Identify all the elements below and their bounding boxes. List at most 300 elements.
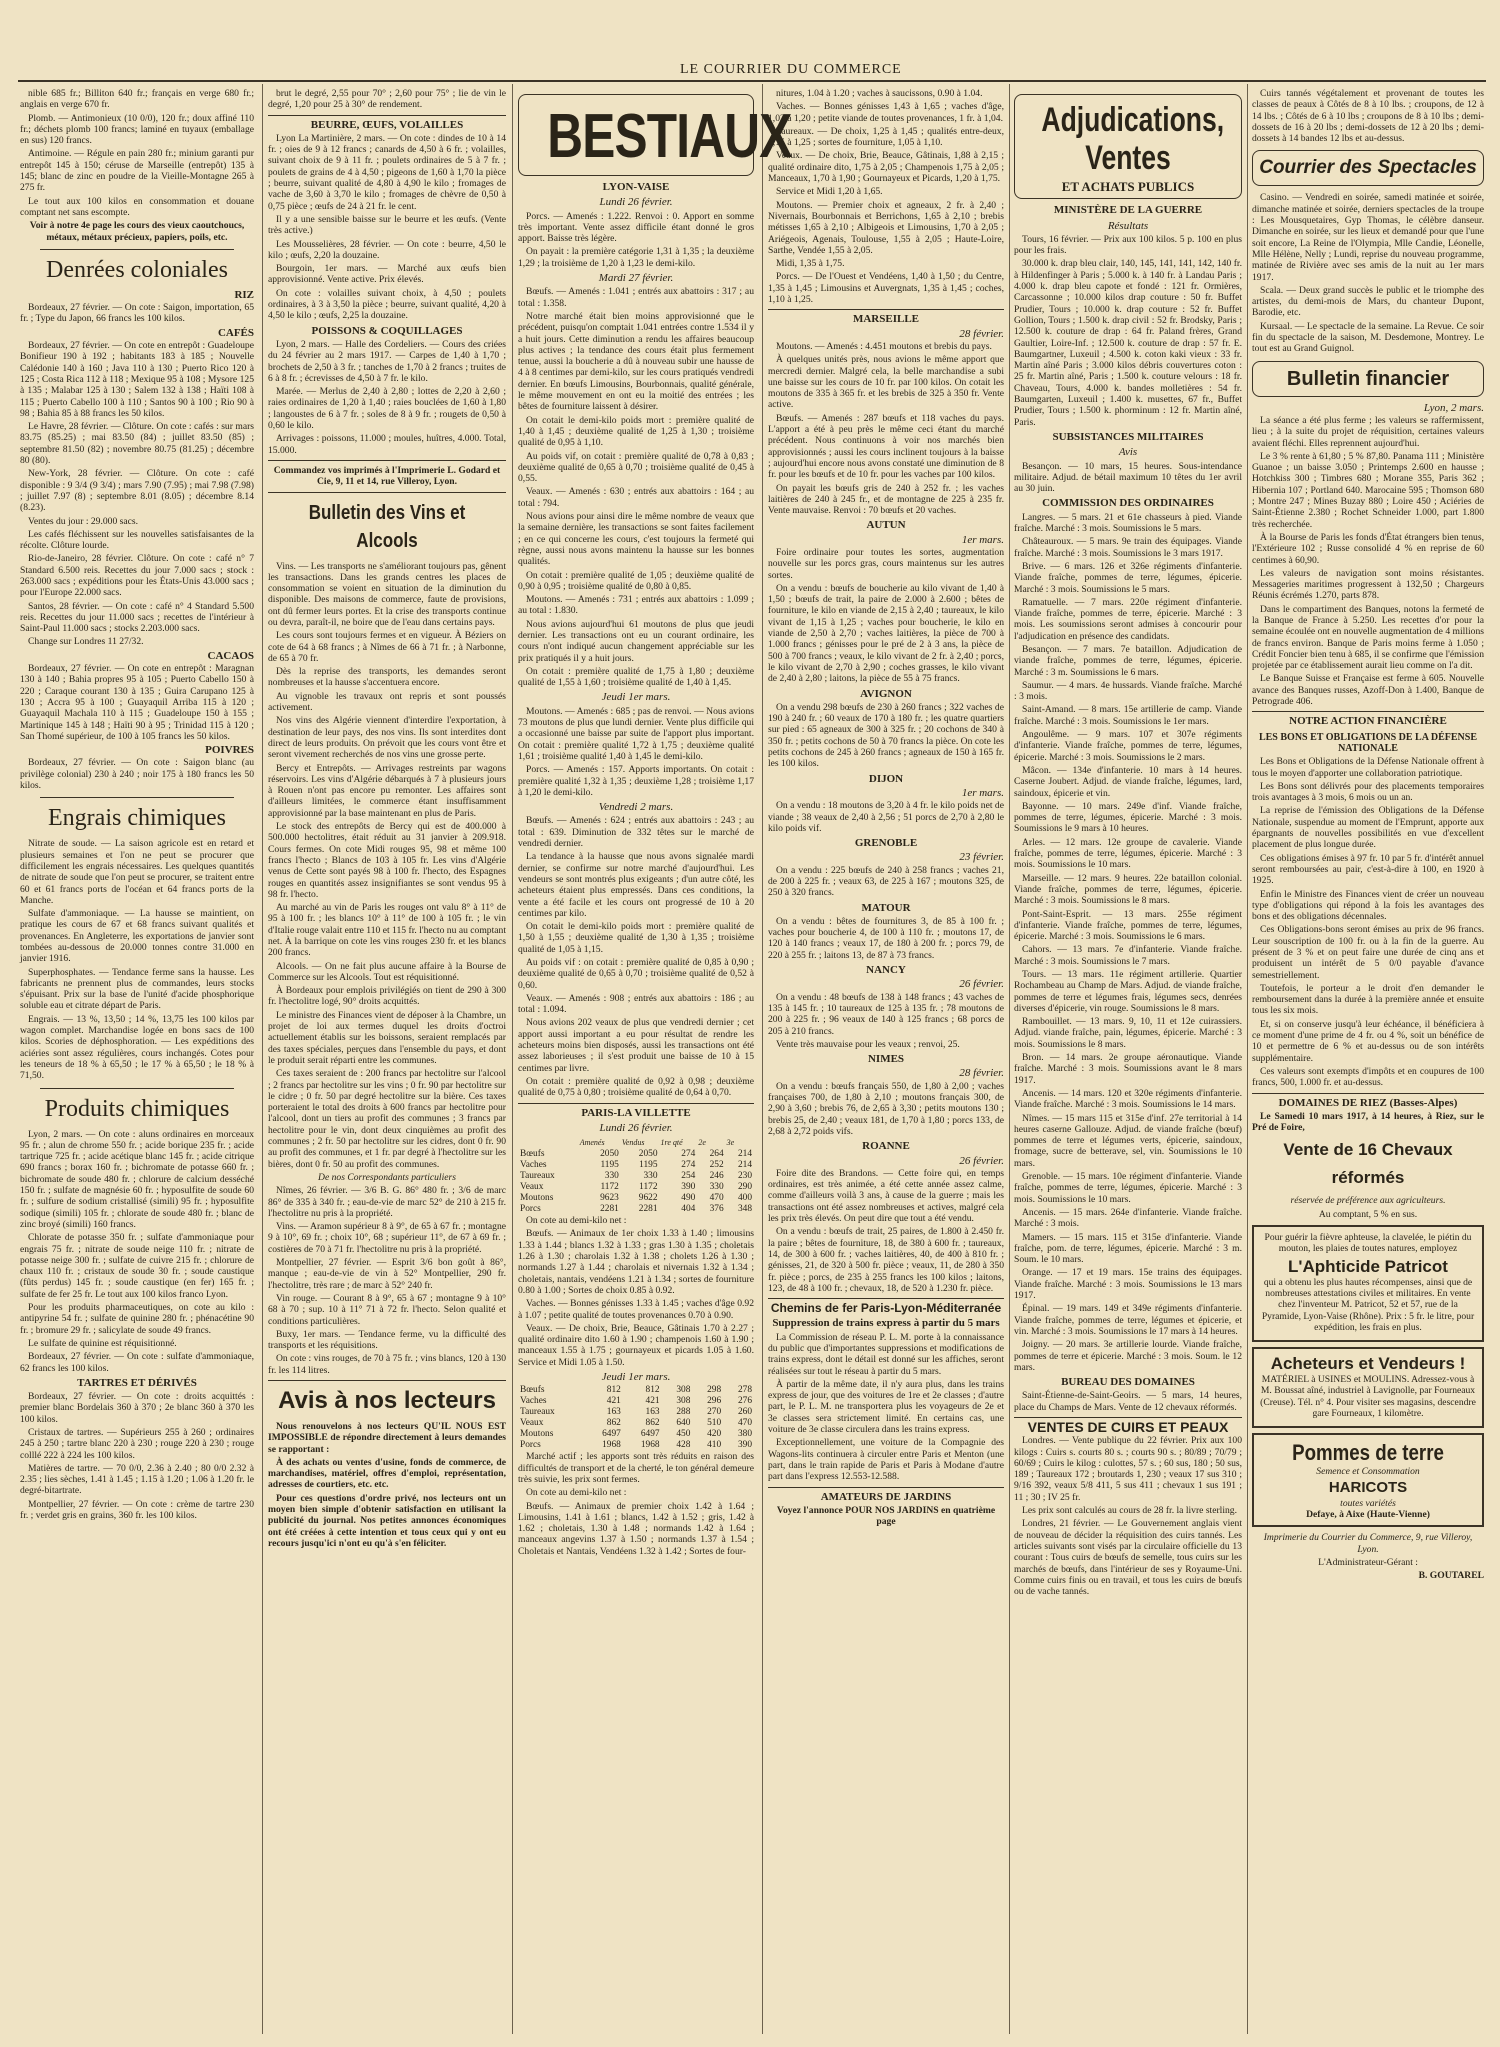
roanne-list — [768, 1168, 1004, 1294]
separator — [1252, 1093, 1484, 1094]
table-cell: 230 — [737, 1171, 752, 1182]
table-cell: 214 — [737, 1149, 752, 1160]
table-cell: Moutons — [520, 1429, 554, 1440]
table-cell: 1968 — [602, 1440, 621, 1451]
paragraph: Moutons. — Premier choix et agneaux, 2 fr. à 2,40 ; Nivernais, Bourbonnais et Berrichons, 1,65 à 2,10 ; brebis métisses 1,65 à 2,10 ; Albigeois et Limousins, 1,70 à 2,05 ; Ariégeois, Agenais, Toulouse, 1,55 à 2,05 ; Haute-Loire, Sarthe, Vendée 1,55 à 2,05. — [768, 199, 1004, 256]
column-2 — [268, 88, 506, 2033]
table-cell: Porcs — [520, 1440, 541, 1451]
table-cell: 260 — [737, 1407, 752, 1418]
montpellier-list — [268, 1257, 506, 1327]
paragraph: Veaux. — De choix, Brie, Beauce, Gâtinais 1.70 à 2.27 ; qualité ordinaire dito 1.60 à 1.90 ; champenois 1.60 à 1.90 ; manceaux 1.55 à 1.75 ; gournayeux et picards 1.05 à 1.60. Service et Midi 1.05 à 1.50. — [518, 1322, 754, 1368]
paragraph: On cote au demi-kilo net : — [526, 1215, 627, 1227]
riz-text: Bordeaux, 27 février. — On cote : Saigon, importation, 65 fr. ; Type du Japon, 66 francs les 100 kilos. — [20, 302, 254, 325]
paragraph: Le 3 % rente à 61,80 ; 5 % 87,80. Panama 111 ; Ministère Guanoe ; un baisse 3.050 ; Printemps 2.600 en hausse ; Hotchkiss 300 ; Timbres 680 ; Morane 355, Paris 362 ; Hibernia 107 ; Portland 640. Marocaine 595 ; Thomson 680 ; Montre 247 ; Mines Buzay 880 ; Loire 450 ; Aciéries de Saint-Étienne 2.380 ; Rochet Schneider 1.000, part 1.800 très recherchée. — [1252, 450, 1484, 530]
villette-table-2 — [518, 1385, 754, 1451]
date-villette-lundi: Lundi 26 février. — [599, 1121, 673, 1134]
date-roanne: 26 février. — [959, 1154, 1004, 1167]
table-cell: 390 — [737, 1440, 752, 1451]
table-row — [518, 1396, 754, 1407]
subsistances-text: Besançon. — 10 mars, 15 heures. Sous-intendance militaire. Adjud. de bétail maximum 10 têtes du 1er avril au 30 juin. — [1014, 460, 1242, 495]
table-cell: 252 — [709, 1160, 724, 1171]
paragraph: Bœufs. — Amenés : 624 ; entrés aux abattoirs : 243 ; au total : 639. Diminution de 332 têtes sur le marché de vendredi dernier. — [518, 815, 754, 850]
paragraph: Les cours sont toujours fermes et en vigueur. À Béziers on cote de 64 à 68 francs ; à Nîmes de 66 à 71 fr. ; à Narbonne, de 65 à 70 fr. — [268, 630, 506, 664]
paragraph: Montpellier, 27 février. — On cote : crème de tartre 230 fr. ; verdet gris en grains, 360 fr. les 100 kilos. — [20, 1498, 254, 1522]
table-cell: 330 — [709, 1182, 724, 1193]
paragraph: Bourgoin, 1er mars. — Marché aux œufs bien approvisionné. Vente active. Prix élevés. — [268, 263, 506, 286]
avis-label: Avis — [1118, 446, 1138, 459]
table-body — [518, 1149, 754, 1215]
buxy-list — [268, 1329, 506, 1376]
plm-list — [768, 1332, 1004, 1483]
paragraph: Moutons. — Amenés : 731 ; entrés aux abattoirs : 1.099 ; au total : 1.830. — [518, 594, 754, 617]
paragraph: Ces obligations émises à 97 fr. 10 par 5 fr. d'intérêt annuel seront remboursées au pair, c'est-à-dire à 100, en 1920 à 1925. — [1252, 852, 1484, 887]
heading-autun: AUTUN — [866, 519, 906, 532]
table-cell: 214 — [737, 1160, 752, 1171]
paragraph: Nîmes. — 15 mars 115 et 315e d'inf. 27e territorial à 14 heures caserne Gallouze. Adjud. de viande fraîche (bœuf) pommes de terre et légumes verts, épicerie, saindoux, fromage, sucre de betterave, sel, vin. Soumissions le 10 mars. — [1014, 1112, 1242, 1169]
paragraph: Bayonne. — 10 mars. 249e d'inf. Viande fraîche, pommes de terre, légumes, épicerie. Marché : 3 mois. Soumissions le 9 mars à 10 heures. — [1014, 800, 1242, 835]
table-cell: 390 — [681, 1182, 696, 1193]
paragraph: On a vendu : bœufs de boucherie au kilo vivant de 1,40 à 1,50 ; bœufs de trait, la paire de 2.000 à 2.600 ; bêtes de fourniture, le kilo en viande de 2,15 à 2,40 ; taureaux, le kilo vivant de 1,15 à 1,25 ; vaches pour boucherie, le kilo en viande de 2,50 à 2,70 ; vaches laitières, la pièce de 700 à 1.000 francs ; génisses pour le pré de 2 à 3 ans, la pièce de 500 à 700 francs ; veaux, le kilo vivant de 2 fr. à 2,40 ; porcs, le kilo vivant de 2,70 à 2,90 ; coches grasses, le kilo vivant de 2,40 à 2,80 ; laitons, la pièce de 55 à 75 francs. — [768, 582, 1004, 685]
adjudications-box — [1014, 94, 1242, 199]
date-lundi: Lundi 26 février. — [599, 196, 673, 209]
paragraph: Service et Midi 1,20 à 1,65. — [776, 186, 883, 198]
paragraph: Arles. — 12 mars. 12e groupe de cavalerie. Viande fraîche, pommes de terre, légumes, épicerie. Marché : 3 mois. Soumissions le 10 mars. — [1014, 836, 1242, 871]
table-cell: 376 — [709, 1204, 724, 1215]
ad1-title: L'Aphticide Patricot — [1288, 1256, 1448, 1276]
ad3-sub: Semence et Consommation — [1316, 1466, 1420, 1478]
table-row — [518, 1440, 754, 1451]
heading-lyon-vaise: LYON-VAISE — [602, 181, 670, 193]
table-cell: 2050 — [638, 1149, 658, 1160]
paragraph: À Bordeaux pour emplois privilégiés on tient de 290 à 300 fr. l'hectolitre logé, 90° droits acquittés. — [268, 985, 506, 1008]
notice: Voir à notre 4e page les cours des vieux caoutchoucs, métaux, métaux précieux, papiers, poils, etc. — [29, 220, 245, 243]
paragraph: Les Bons sont délivrés pour des placements temporaires trois avantages à 3 mois, 6 mois ou un an. — [1252, 780, 1484, 804]
column-rule — [512, 84, 513, 2034]
paragraph: Besançon. — 7 mars. 7e bataillon. Adjudication de viande fraîche, pommes de terre, légumes, épicerie. Marché : 3 m. Soumissions le 6 mars. — [1014, 643, 1242, 678]
paragraph: On cotait : première qualité de 1,75 à 1,80 ; deuxième qualité de 1,55 à 1,60 ; troisième qualité de 1,40 à 1,45. — [518, 665, 754, 689]
paragraph: Foire ordinaire pour toutes les sortes, augmentation nouvelle sur les porcs gras, cours maintenus sur les autres sortes. — [768, 546, 1004, 581]
table-row — [518, 1407, 754, 1418]
heading-plm: Chemins de fer Paris-Lyon-Méditerranée — [770, 1301, 1002, 1316]
paragraph: Marché actif ; les apports sont très réduits en raison des difficultés de transport et de la cherté, le ton général demeure très suivie, les prix sont fermes. — [518, 1451, 754, 1485]
date-jeudi: Jeudi 1er mars. — [601, 691, 671, 704]
paragraph: On payait les bœufs gris de 240 à 252 fr. ; les vaches laitières de 240 à 245 fr., et de montagne de 225 à 235 fr. Vente mauvaise. Renvoi : 70 bœufs et 20 vaches. — [768, 482, 1004, 517]
paragraph: Joigny. — 20 mars. 3e artillerie lourde. Viande fraîche, pommes de terre et épicerie. Marché : 3 mois. Soum. le 12 mars. — [1014, 1339, 1242, 1373]
heading-matour: MATOUR — [861, 901, 911, 914]
table-header-cell: Amenés — [579, 1138, 605, 1148]
heading-cuirs: VENTES DE CUIRS ET PEAUX — [1027, 1418, 1229, 1435]
paragraph: Porcs. — De l'Ouest et Vendéens, 1,40 à 1,50 ; du Centre, 1,35 à 1,45 ; Limousins et Auvergnats, 1,35 à 1,45 ; coches, 1,10 à 1,25. — [768, 271, 1004, 306]
separator — [268, 460, 506, 461]
paragraph: On cote : vins rouges, de 70 à 75 fr. ; vins blancs, 120 à 130 fr. les 114 litres. — [268, 1353, 506, 1376]
table-cell: 296 — [707, 1396, 722, 1407]
separator — [268, 115, 506, 116]
heading-spectacles: Courrier des Spectacles — [1259, 157, 1477, 179]
heading-action: NOTRE ACTION FINANCIÈRE — [1289, 715, 1447, 728]
heading-domaines: BUREAU DES DOMAINES — [1061, 1376, 1195, 1389]
date-villette-jeudi: Jeudi 1er mars. — [601, 1371, 671, 1384]
column-rule — [762, 84, 763, 2034]
paragraph: nitures, 1.04 à 1.20 ; vaches à saucissons, 0.90 à 1.04. — [776, 88, 983, 99]
ad1-intro: Pour guérir la fièvre aphteuse, la clavelée, le piétin du mouton, les plaies de toutes natures, employez — [1264, 1232, 1472, 1255]
heading-dijon: DIJON — [868, 772, 904, 785]
ad3-sub3: toutes variétés — [1340, 1497, 1396, 1509]
table-cell: 1172 — [600, 1182, 619, 1193]
separator — [1014, 1417, 1242, 1418]
table-cell: 290 — [737, 1182, 752, 1193]
engrais-list — [20, 838, 254, 1081]
paragraph: On cotait : première qualité de 0,92 à 0,98 ; deuxième qualité de 0,75 à 0,80 ; troisième qualité de 0,64 à 0,70. — [518, 1075, 754, 1099]
paragraph: Bordeaux, 27 février. — On cote en entrepôt : Guadeloupe Bonifieur 190 à 192 ; habitants 183 à 185 ; Nouvelle Calédonie 140 à 160 ; Java 110 à 130 ; Puerto Rico 120 à 125 ; Costa Rica 112 à 118 ; Mexique 95 à 108 ; Mysore 125 à 135 ; Malabar 125 à 130 ; Salem 132 à 138 ; Haïti 108 à 115 ; Puerto Cabello 100 à 110 ; Santos 90 à 100 ; Rio 90 à 98 ; Bahia 85 à 88 francs les 50 kilos. — [20, 340, 254, 419]
table-header-cell: Vendus — [621, 1138, 645, 1148]
vente-subtitle: réservée de préférence aux agriculteurs. — [1290, 1195, 1446, 1207]
table-header-cell: 1re qté — [660, 1138, 683, 1148]
paragraph: Épinal. — 19 mars. 149 et 349e régiments d'infanterie. Viande fraîche, pommes de terre, légumes et épicerie, et vin. Marché : 3 mois. Soumissions le 17 mars à 14 heures. — [1014, 1303, 1242, 1337]
paragraph: Marée. — Merlus de 2,40 à 2,80 ; lottes de 2,20 à 2,60 ; raies ordinaires de 1,20 à 1,40 ; raies bouclées de 1,60 à 1,80 ; langoustes de 6 à 7 fr. ; soles de 8 à 9 fr. ; rougets de 0,50 à 0,60 le kilo. — [268, 386, 506, 432]
paragraph: Les Mousselières, 28 février. — On cote : beurre, 4,50 le kilo ; œufs, 2,20 la douzaine. — [268, 238, 506, 261]
separator — [768, 309, 1004, 310]
heading-commission: COMMISSION DES ORDINAIRES — [1042, 497, 1214, 510]
vendredi-list — [518, 815, 754, 1098]
villette-list — [518, 1215, 754, 1368]
paragraph: Au poids vif : on cotait : première qualité de 0,85 à 0,90 ; deuxième qualité de 0,65 à 0,70 ; troisième qualité de 0,52 à 0,60. — [518, 957, 754, 991]
table-cell: 862 — [645, 1418, 660, 1429]
avignon-text: On a vendu 298 bœufs de 230 à 260 francs ; 322 vaches de 190 à 240 fr. ; 60 veaux de 170 à 180 fr. ; les quatre quartiers sur pied : 65 agneaux de 300 à 325 fr. ; 20 cochons de 340 à 350 fr. ; petits cochons de 50 à 70 francs la pièce. On cote les petits cochons de 245 à 260 francs ; agneaux de 150 à 165 fr. les 100 kilos. — [768, 701, 1004, 770]
dijon-text: On a vendu : 18 moutons de 3,20 à 4 fr. le kilo poids net de viande ; 38 veaux de 2,40 à 2,56 ; 51 porcs de 2,70 à 2,80 le kilo poids vif. — [768, 800, 1004, 834]
paragraph: À la Bourse de Paris les fonds d'État étrangers bien tenus, l'Extérieure 102 ; Russe consolidé 4 % en reprise de 60 centimes à 60,90. — [1252, 531, 1484, 566]
nimes-text: On a vendu : bœufs français 550, de 1,80 à 2,00 ; vaches françaises 700, de 1,80 à 2,10 ; moutons français 300, de 2,90 à 3,60 ; brebis 76, de 2,65 à 3,30 ; petits moutons 130 ; brebis 25, de 2,40 ; veaux 181, de 1,70 à 1,80 ; porcs 133, de 2,68 à 2,72 poids vifs. — [768, 1080, 1004, 1137]
paragraph: Châteauroux. — 5 mars. 9e train des équipages. Viande fraîche. Marché : 3 mois. Soumissions le 3 mars 1917. — [1014, 536, 1242, 559]
paragraph: Matières de tartre. — 70 0/0, 2.36 à 2.40 ; 80 0/0 2.32 à 2.35 ; lies sèches, 1.41 à 1.45 ; 1.15 à 1.20 ; 1.06 à 1.20 fr. le degré-bitartrate. — [20, 1462, 254, 1497]
table-cell: 380 — [737, 1429, 752, 1440]
heading-tartres: TARTRES ET DÉRIVÉS — [77, 1376, 197, 1389]
table-row — [518, 1182, 754, 1193]
table-row — [518, 1160, 754, 1171]
paragraph: À des achats ou ventes d'usine, fonds de commerce, de marchandises, matériel, offres d'emploi, représentation, adresses de courtiers, etc. etc. — [268, 1456, 506, 1491]
tartres-list — [20, 1391, 254, 1521]
heading-bulletin: Bulletin financier — [1286, 367, 1450, 390]
imprimerie-notice: Commandez vos imprimés à l'Imprimerie L. Godard et Cie, 9, 11 et 14, rue Villeroy, Lyon. — [273, 464, 501, 488]
cuirs-list — [1014, 1435, 1242, 1597]
heading-vins: Bulletin des Vins et Alcools — [308, 501, 466, 552]
paragraph: Bordeaux, 27 février. — On cote : sulfate d'ammoniaque, 62 francs les 100 kilos. — [20, 1351, 254, 1374]
heading-marseille: MARSEILLE — [852, 313, 920, 326]
paragraph: Ces Obligations-bons seront émises au prix de 96 francs. Leur souscription de 100 fr. ou à la fin de la guerre. Au présent de 3 % et on peut faire une durée de cinq ans et produisent un intérêt de 5 0/0 payable d'avance semestriellement. — [1252, 924, 1484, 981]
paragraph: Bron. — 14 mars. 2e groupe aéronautique. Viande fraîche. Marché : 3 mois. Soumissions avant le 8 mars 1917. — [1014, 1052, 1242, 1086]
paragraph: Le stock des entrepôts de Bercy qui est de 400.000 à 500.000 hectolitres, était réduit au 31 janvier à 209.918. Cours fermes. On cote Midi rouges 95, 98 et même 100 francs l'hecto ; Blancs de 103 à 105 fr. Les vins d'Algérie venus de Cette sont payés 98 à 100 fr. l'hecto, des Espagnes rouges en quantités assez insignifiantes se sont vendus 95 à 98 fr. l'hecto. — [268, 821, 506, 900]
table-row — [518, 1418, 754, 1429]
paragraph: Pour ces questions d'ordre privé, nos lecteurs ont un moyen bien simple d'obtenir satisfaction en utilisant la publicité du journal. Nos petites annonces économiques ont été créées à cette intention et tous ceux qui y ont eu recours jusqu'ici n'ont eu qu'à s'en féliciter. — [268, 1492, 506, 1549]
paragraph: Foire dite des Brandons. — Cette foire qui, en temps ordinaires, est très animée, a été cette année assez calme, comme d'ailleurs voilà 3 ans, à cause de la guerre ; mais les transactions ont été assez nombreuses et actives, malgré cela les prix très élevés. On peut dire que tout a été vendu. — [768, 1167, 1004, 1225]
paragraph: Plomb. — Antimonieux (10 0/0), 120 fr.; doux affiné 110 fr.; déchets plomb 100 francs; laminé en tuyaux (emballage en sus) 120 francs. — [20, 112, 254, 147]
paragraph: Veaux. — Amenés : 908 ; entrés aux abattoirs : 186 ; au total : 1.094. — [518, 992, 754, 1016]
heading-achats: ET ACHATS PUBLICS — [1061, 179, 1195, 194]
table-cell: 490 — [681, 1193, 696, 1204]
date-autun: 1er mars. — [961, 533, 1004, 546]
paragraph: Notre marché était bien moins approvisionné que le précédent, puisqu'on comptait 1.041 entrées contre 1.534 il y a huit jours. Cette diminution a rendu les affaires beaucoup plus actives ; la tendance des cours était plus fermement tenue, aussi la boucherie a dû à nouveau subir une hausse de 4 à 8 centimes par demi-kilo, sur les cours pratiqués vendredi dernier. En bœufs Limousins, Bourbonnais, qualité générale, le même mouvement en ont eu la moitié des entrées ; les bêtes de fourniture laissent à désirer. — [518, 310, 754, 413]
paragraph: Bœufs. — Amenés : 1.041 ; entrés aux abattoirs : 317 ; au total : 1.358. — [518, 286, 754, 309]
table-cell: Vaches — [520, 1160, 547, 1171]
ad2-title: Acheteurs et Vendeurs ! — [1270, 1354, 1466, 1374]
paragraph: Angoulême. — 9 mars. 107 et 307e régiments d'infanterie. Viande fraîche, pommes de terre, légumes, épicerie. Marché : 3 mois. Soumissions le 2 mars. — [1014, 729, 1242, 763]
table-cell: 421 — [645, 1396, 660, 1407]
paragraph: Lyon, 2 mars. — Halle des Cordeliers. — Cours des criées du 24 février au 2 mars 1917. — Carpes de 1,40 à 1,70 ; brochets de 2,50 à 3 fr. ; tanches de 1,70 à 2 francs ; truites de 6 à 8 fr. ; écrevisses de 4,50 à 7 fr. le kilo. — [268, 338, 506, 384]
heading-cacaos: CACAOS — [207, 649, 254, 662]
riez-text: Le Samedi 10 mars 1917, à 14 heures, à Riez, sur le Pré de Foire, — [1252, 1110, 1484, 1134]
table-cell: 348 — [737, 1204, 752, 1215]
guerre-list — [1014, 234, 1242, 428]
table-cell: 1172 — [639, 1182, 658, 1193]
heading-vente-chevaux: Vente de 16 Chevaux réformés — [1283, 1140, 1453, 1188]
jeudi-list — [518, 706, 754, 798]
paragraph: On cote : volailles suivant choix, à 4,50 ; poulets ordinaires, à 3 à 3,50 la pièce ; beurre, suivant qualité, 4,20 à 4,50 le kilo ; œufs, 2,25 la douzaine. — [268, 287, 506, 322]
paragraph: nible 685 fr.; Billiton 640 fr.; français en verge 680 fr.; anglais en verge 670 fr. — [20, 88, 254, 111]
paragraph: Ces valeurs sont exempts d'impôts et en coupures de 100 francs, 500, 1.000 fr. et au-dessus. — [1252, 1065, 1484, 1089]
table-row — [518, 1429, 754, 1440]
mardi-list — [518, 286, 754, 688]
table-cell: 246 — [709, 1171, 724, 1182]
table-cell: 288 — [676, 1407, 691, 1418]
paragraph: La tendance à la hausse que nous avons signalée mardi dernier, se confirme sur notre marché d'aujourd'hui. Les vendeurs se sont montrés plus exigeants ; d'un autre côté, les acheteurs étaient plus empressés. Dans ces conditions, la vente a été facile et les cours ont progressé de 10 à 20 centimes par kilo. — [518, 851, 754, 919]
ad1-text: qui a obtenu les plus hautes récompenses, ainsi que de nombreuses attestations civiles et militaires. En vente chez l'inventeur M. Patricot, 52 et 57, rue de la Pyramide, Lyon-Vaise (Rhône). Prix : 5 fr. le litre, pour expédition, les frais en plus. — [1261, 1276, 1475, 1333]
table-cell: Bœufs — [520, 1385, 545, 1396]
table-cell: 264 — [709, 1149, 724, 1160]
paragraph: Nous avions 202 veaux de plus que vendredi dernier ; cet apport aussi important a eu pour résultat de rendre les acheteurs moins bien disposés, aussi les transactions ont été assez laborieuses ; il s'est produit une baisse de 10 à 15 centimes par livre. — [518, 1017, 754, 1074]
plm-subheading: Suppression de trains express à partir du 5 mars — [772, 1317, 1000, 1330]
autun-list — [768, 547, 1004, 685]
separator — [40, 797, 234, 798]
column-4 — [768, 88, 1004, 2033]
paragraph: On payait : la première catégorie 1,31 à 1,35 ; la deuxième 1,29 ; la troisième de 1,20 à 1,23 le demi-kilo. — [518, 246, 754, 269]
paragraph: Le Havre, 28 février. — Clôture. On cote : cafés : sur mars 83.75 (85.25) ; mai 83.50 (84) ; juillet 83.50 (85) ; septembre 81.50 (82) ; novembre 80.75 (81.25) ; décembre 80 (80). — [20, 421, 254, 467]
jardins-text: Voyez l'annonce POUR NOS JARDINS en quatrième page — [776, 1504, 996, 1528]
table-cell: 330 — [643, 1171, 658, 1182]
paragraph: Porcs. — Amenés : 157. Apports importants. On cotait : première qualité 1,32 à 1,35 ; deuxième 1,28 ; troisième 1,17 à 1,20 le demi-kilo. — [518, 764, 754, 798]
table-row — [518, 1385, 754, 1396]
table-cell: 400 — [737, 1193, 752, 1204]
running-head: LE COURRIER DU COMMERCE — [680, 62, 902, 77]
grenoble-text: On a vendu : 225 bœufs de 240 à 258 francs ; vaches 21, de 200 à 225 fr. ; veaux 63, de 225 à 167 ; moutons 325, de 250 à 320 francs. — [768, 864, 1004, 899]
heading-grenoble: GRENOBLE — [854, 837, 918, 850]
paragraph: Bordeaux, 27 février. — On cote : droits acquittés : premier blanc Bordelais 360 à 370 ; 2e blanc 360 à 370 les 100 kilos. — [20, 1391, 254, 1425]
heading-subsistances: SUBSISTANCES MILITAIRES — [1052, 430, 1204, 443]
table-cell: 6497 — [640, 1429, 660, 1440]
marseille-list — [768, 341, 1004, 516]
produits-list — [20, 1129, 254, 1374]
paragraph: Ancenis. — 14 mars. 120 et 320e régiments d'infanterie. Viande fraîche. Marché : 3 mois. Soumissions le 14 mars. — [1014, 1087, 1242, 1111]
paragraph: Midi, 1,35 à 1,75. — [776, 258, 845, 270]
paragraph: Sulfate d'ammoniaque. — La hausse se maintient, on pratique les cours de 67 et 68 francs suivant qualités et provenances. En Angleterre, les exportations de janvier sont tombées au-dessous de 20.000 tonnes contre 31.000 en janvier 1916. — [20, 908, 254, 965]
paragraph: Les cafés fléchissent sur les nouvelles satisfaisantes de la récolte. Clôture lourde. — [20, 528, 254, 552]
paragraph: Mâcon. — 134e d'infanterie. 10 mars à 14 heures. Caserne Joubert. Adjud. de viande fraîche, légumes, lard, saindoux, épicerie et vin. — [1014, 764, 1242, 799]
separator — [40, 1088, 234, 1089]
lundi-list — [518, 211, 754, 269]
paragraph: Tours. — 13 mars. 11e régiment artillerie. Quartier Rochambeau au Champ de Mars. Adjud. de viande fraîche, pommes de terre et légumes frais, légumes secs, denrées diverses d'épicerie, vin rouge. Soumissions le 8 mars. — [1014, 969, 1242, 1014]
table-cell: Veaux — [520, 1182, 544, 1193]
paragraph: Change sur Londres 11 27/32. — [28, 636, 144, 648]
table-cell: 404 — [681, 1204, 696, 1215]
paragraph: Bœufs. — Animaux de 1er choix 1.33 à 1.40 ; limousins 1.33 à 1.44 ; blancs 1.32 à 1.33 ; gras 1.30 à 1.35 ; choletais 1.26 à 1.30 ; charolais 1.32 à 1.38 ; cholets 1.26 à 1.30 ; normands 1.27 à 1.44 ; charolais et nivernais 1.32 à 1.34 ; choletais, nantais, vendéens 1.21 à 1.34 ; sortes de fourniture 0.80 à 1.00 ; Sortes de choix 0.85 à 0.92. — [518, 1228, 754, 1296]
paragraph: Au poids vif, on cotait : première qualité de 0,78 à 0,83 ; deuxième qualité de 0,65 à 0,70 ; troisième qualité de 0,45 à 0,55. — [518, 450, 754, 485]
domaines-text: Saint-Étienne-de-Saint-Geoirs. — 5 mars, 14 heures, place du Champs de Mars. Vente de 12 chevaux réformés. — [1014, 1390, 1242, 1413]
table-header-cell: 2e — [698, 1138, 706, 1148]
ad2-text: MATÉRIEL à USINES et MOULINS. Adressez-vous à M. Boussat aîné, industriel à Lavignolle, par Fourneaux (Creuse). Tél. n° 4. Pour visiter ses magasins, descendre gare Fourneaux, 1 kilomètre. — [1260, 1374, 1476, 1420]
paragraph: Le ministre des Finances vient de déposer à la Chambre, un projet de loi aux termes duquel les droits d'octroi actuellement établis sur les boissons, seraient remplacés par des taxes spéciales, perçues dans l'ensemble du pays, et dont le produit serait réparti entre les communes. — [268, 1009, 506, 1066]
spectacles-box — [1252, 150, 1484, 186]
table-cell: 163 — [645, 1407, 660, 1418]
heading-action-2: LES BONS ET OBLIGATIONS DE LA DÉFENSE NATIONALE — [1258, 731, 1478, 754]
paragraph: Nous renouvelons à nos lecteurs QU'IL NOUS EST IMPOSSIBLE de répondre directement à leurs demandes se rapportant : — [268, 1420, 506, 1455]
paragraph: Montpellier, 27 février. — Esprit 3/6 bon goût à 86°, manque ; eau-de-vie de vin à 52° Montpellier, 290 fr. l'hectolitre, très rare ; de marc à 52° 240 fr. — [268, 1257, 506, 1291]
paragraph: Londres, 21 février. — Le Gouvernement anglais vient de nouveau de décider la réquisition des cuirs tannés. Les articles suivants sont visés par la circulaire officielle du 13 courant : Tous cuirs de bœufs de semelle, tous cuirs sur les marchés de bœufs, dans l'intérieur de ses y Royaume-Uni. Comme cuirs finis ou en travail, et tous les cuirs de bœufs ou de vache tannés. — [1014, 1518, 1242, 1598]
vente-terms: Au comptant, 5 % en sus. — [1318, 1208, 1418, 1220]
paragraph: On a vendu : 48 bœufs de 138 à 148 francs ; 43 vaches de 135 à 145 fr. ; 10 taureaux de 125 à 135 fr. ; 78 moutons de 200 à 225 fr. ; 96 veaux de 140 à 125 francs ; 68 porcs de 205 à 210 francs. — [768, 991, 1004, 1037]
heading-villette: PARIS-LA VILLETTE — [581, 1106, 691, 1119]
col6-top: Cuirs tannés végétalement et provenant de toutes les classes de peaux à Côtés de 8 à 10 lbs. ; croupons, de 12 à 14 lbs. ; Côtés de 6 à 10 lbs ; croupons de 8 à 10 lbs ; demi-dossets de 16 à 20 lbs ; demi-dossets de 12 à 20 lbs ; demi-dossets à 14 bandes 12 lbs et au-dessus. — [1252, 88, 1484, 145]
beurre-list — [268, 133, 506, 322]
table-cell: 812 — [606, 1385, 621, 1396]
correspondants: De nos Correspondants particuliers — [318, 1171, 456, 1183]
table-row — [518, 1193, 754, 1204]
table-cell: 276 — [737, 1396, 752, 1407]
date-vendredi: Vendredi 2 mars. — [598, 801, 674, 814]
col2-intro: brut le degré, 2,55 pour 70° ; 2,60 pour 75° ; lie de vin le degré, 1,20 pour 25 à 30° de rendement. — [268, 88, 506, 111]
date-nancy: 26 février. — [959, 978, 1004, 991]
table-cell: 410 — [707, 1440, 722, 1451]
paragraph: New-York, 28 février. — Clôture. On cote : café disponible : 9 3/4 (9 3/4) ; mars 7.90 (7.95) ; mai 7.98 (7.98) ; juillet 7.97 (8) ; septembre 8.01 (8.05) ; décembre 8.14 (8.23). — [20, 468, 254, 514]
paragraph: Nos vins des Algérie viennent d'interdire l'exportation, à destination de leur pays, des nos vins. Ils sont interdites dont direct de leurs produits. On prévoit que les cours vont être et seront vivement recherchés de nos vins une grosse perte. — [268, 715, 506, 761]
paragraph: Casino. — Vendredi en soirée, samedi matinée et soirée, dimanche matinée et soirée, derniers spectacles de la troupe : Les Mousquetaires, Gyp Thomas, le célèbre danseur. Dimanche en soirée, sur les lieux et demandé pour que l'une soit encore, La Reine de l'Olympia, Mlle Candie, Léonelle, Mlle Hélène, Nelly ; Lundi, reprise du nouveau programme, matinée de Rivière avec ses amis de la nuit au 1er mars 1917. — [1252, 192, 1484, 283]
separator — [268, 492, 506, 493]
table-cell: 428 — [676, 1440, 691, 1451]
table-row — [518, 1204, 754, 1215]
paragraph: Au vignoble les travaux ont repris et sont poussés activement. — [268, 690, 506, 714]
cacaos-text: Bordeaux, 27 février. — On cote en entrepôt : Maragnan 130 à 140 ; Bahia propres 95 à 105 ; Puerto Cabello 150 à 220 ; Caraque courant 130 à 135 ; Guira Carupano 125 à 130 ; Accra 95 à 100 ; Guayaquil Arriba 115 à 120 ; Guayaquil Machala 110 à 115 ; Guadeloupe 150 à 155 ; Martinique 145 à 148 ; Haïti 90 à 95 ; Trinidad 115 à 120 ; San Thomé supérieur, de 100 à 105 francs les 50 kilos. — [20, 663, 254, 742]
paragraph: Pont-Saint-Esprit. — 13 mars. 255e régiment d'infanterie. Viande fraîche, pommes de terre, légumes, épicerie. Marché : 3 mois. Soumissions le 6 mars. — [1014, 908, 1242, 943]
table-cell: 254 — [681, 1171, 696, 1182]
paragraph: Ramatuelle. — 7 mars. 220e régiment d'infanterie. Viande fraîche, pommes de terre, épicerie. Marché : 3 mois. Les soumissions seront admises à concourir pour l'adjudication en présence des candidats. — [1014, 596, 1242, 642]
paragraph: Mamers. — 15 mars. 115 et 315e d'infanterie. Viande fraîche, pom. de terre, légumes, épicerie. Marché : 3 m. Soum. le 10 mars. — [1014, 1231, 1242, 1266]
column-5 — [1014, 88, 1242, 2033]
paragraph: Superphosphates. — Tendance ferme sans la hausse. Les fabricants ne prennent plus de commandes, leurs stocks s'épuisant. Prix sur la base de l'unité d'acide phosphorique soluble eau et citrate départ de Paris. — [20, 966, 254, 1012]
paragraph: Orange. — 17 et 19 mars. 15e trains des équipages. Viande fraîche. Marché : 3 mois. Soumissions le 13 mars 1917. — [1014, 1267, 1242, 1302]
paragraph: Au marché au vin de Paris les rouges ont valu 8° à 11° de 95 à 100 fr. ; les blancs 10° à 11° de 100 à 105 fr. ; le vin d'Italie rouge valait entre 110 et 115 fr. l'hecto nu au comptant net. À la barrique on cote les vins rouges 230 fr. et les blancs 200 francs. — [268, 902, 506, 959]
nimes-list — [268, 1185, 506, 1255]
table-cell: 470 — [709, 1193, 724, 1204]
paragraph: On cotait le demi-kilo poids mort : première qualité de 1,50 à 1,55 ; deuxième qualité de 1,30 à 1,35 ; troisième qualité de 1,05 à 1,15. — [518, 921, 754, 955]
paragraph: Nous avions aujourd'hui 61 moutons de plus que jeudi dernier. Les transactions ont eu un courant ordinaire, les cours n'ont indiqué aucun changement appréciable sur les prix pratiqués il y a huit jours. — [518, 618, 754, 664]
paragraph: Chlorate de potasse 350 fr. ; sulfate d'ammoniaque pour engrais 75 fr. ; nitrate de soude neige 110 fr. ; nitrate de potasse neige 300 fr. ; sulfate de cuivre 215 fr. ; chlorure de chaux 110 fr. ; cristaux de soude 30 fr. ; soude caustique (fûts perdus) 145 fr. ; soude caustique (en fer) 165 fr. ; sulfate de fer 25 fr. Le tout aux 100 kilos franco Lyon. — [20, 1232, 254, 1300]
column-rule — [1009, 84, 1010, 2034]
paragraph: Vins. — Les transports ne s'améliorant toujours pas, gênent les transactions. Dans les grands centres les places de consommation se voient en situation de la diminution du disponible. Des maisons de commerce, faute de provisions, ont dû fermer leurs portes. Et la crise des transports continue ou devra, paraît-il, ne boire que de l'eau dans certains pays. — [268, 560, 506, 628]
heading-produits: Produits chimiques — [44, 1095, 230, 1122]
table-row — [518, 1149, 754, 1160]
gerant-name: B. GOUTAREL — [1418, 1570, 1484, 1582]
paragraph: Brive. — 6 mars. 126 et 326e régiments d'infanterie. Viande fraîche, pommes de terre, légumes, épicerie. Marché : 3 mois. Soumissions le 5 mars. — [1014, 560, 1242, 595]
paragraph: Scala. — Deux grand succès le public et le triomphe des artistes, du demi-mois de Mars, du chanteur Dupont, Barodie, etc. — [1252, 284, 1484, 319]
avis-list — [268, 1421, 506, 1549]
paragraph: Veaux. — Amenés : 630 ; entrés aux abattoirs : 164 ; au total : 794. — [518, 486, 754, 509]
paragraph: Porcs. — Amenés : 1.222. Renvoi : 0. Apport en somme très important. Vente assez difficile étant donné le gros apport. Baisse très légère. — [518, 210, 754, 245]
table-cell: 470 — [737, 1418, 752, 1429]
paragraph: Arrivages : poissons, 11.000 ; moules, huîtres, 4.000. Total, 15.000. — [268, 433, 506, 456]
paragraph: Veaux. — De choix, Brie, Beauce, Gâtinais, 1,88 à 2,15 ; qualité ordinaire dito, 1,75 à 2,05 ; Champenois 1,75 à 2,05 ; Manceaux, 1,70 à 1,90 ; Gournayeux et Picards, 1,20 à 1,75. — [768, 150, 1004, 185]
col4-top-list — [768, 88, 1004, 305]
paragraph: Grenoble. — 15 mars. 10e régiment d'infanterie. Viande fraîche, pommes de terre, légumes, épicerie. Marché : 3 mois. Soumissions le 10 mars. — [1014, 1171, 1242, 1205]
column-1 — [20, 88, 254, 2033]
bulletin-box — [1252, 361, 1484, 397]
table-cell: 1195 — [600, 1160, 619, 1171]
paragraph: Vins. — Aramon supérieur 8 à 9°, de 65 à 67 fr. ; montagne 9 à 10°, 69 fr. ; choix 10°, 68 ; supérieur 11°, de 67 à 69 fr. ; costières de 70 à 71 fr. l'hectolitre nu pris à la propriété. — [268, 1221, 506, 1255]
paragraph: Nîmes, 26 février. — 3/6 B. G. 86° 480 fr. ; 3/6 de marc 86° de 335 à 340 fr. ; eau-de-vie de marc 52° de 210 à 215 fr. l'hectolitre nu pris à la propriété. — [268, 1185, 506, 1219]
heading-engrais: Engrais chimiques — [48, 805, 226, 832]
heading-poivres: POIVRES — [205, 744, 254, 757]
bulletin-list — [1252, 415, 1484, 707]
paragraph: Londres. — Vente publique du 22 février. Prix aux 100 kilogs : Cuirs s. courts 80 s. ; courts 90 s. ; 80/89 ; 70/79 ; 60/69 ; Cuirs le kilog : culottes, 57 s. ; 60 sus, 180 ; 50 sus, 189 ; Taureaux 172 ; broutards 1, 230 ; veaux 17 sus 310 ; 9/16 392, veaux 5/8 411, 5 sus 411 ; chevaux 1 sus 191 ; 11 ; 30 ; IV 25 fr. — [1014, 1435, 1242, 1503]
column-rule — [1247, 84, 1248, 2034]
paragraph: Langres. — 5 mars. 21 et 61e chasseurs à pied. Viande fraîche. Marché : 3 mois. Soumissions le 5 mars. — [1014, 511, 1242, 535]
paragraph: On a vendu : bœufs de trait, 25 paires, de 1.800 à 2.450 fr. la paire ; bêtes de fourniture, 18, de 380 à 600 fr. ; taureaux, 14, de 300 à 600 fr. ; vaches laitières, 40, de 400 à 810 fr. ; génisses, 21, de 320 à 500 fr. pièce ; veaux, 11, de 280 à 350 fr. pièce ; porcs, de 235 à 255 francs les 100 kilos ; laitons, 123, de 48 à 100 fr. ; chevaux, 18, de 520 à 1.230 fr. pièce. — [768, 1226, 1004, 1294]
paragraph: Pour les produits pharmaceutiques, on cote au kilo : antipyrine 54 fr. ; sulfate de quinine 280 fr. ; phénacétine 90 fr. ; bromure 29 fr. ; salicylate de soude 49 francs. — [20, 1302, 254, 1336]
table-cell: 308 — [676, 1385, 691, 1396]
bulletin-date: Lyon, 2 mars. — [1423, 401, 1484, 414]
paragraph: Et, si on conserve jusqu'à leur échéance, il bénéficiera à ce moment d'une prime de 4 fr. ou 4 %, soit un bénéfice de 10 et permettre de 6 % et au-dessus ou de son intérêts supplémentaire. — [1252, 1018, 1484, 1064]
paragraph: Vente très mauvaise pour les veaux ; renvoi, 25. — [776, 1038, 960, 1050]
table-cell: 862 — [606, 1418, 621, 1429]
villette-table-1 — [518, 1136, 754, 1215]
paragraph: Antimoine. — Régule en pain 280 fr.; minium garanti pur entrepôt 145 à 150; céruse de Marseille (entrepôt) 135 à 145; blanc de zinc en poudre de la Vieille-Montagne 265 à 275 fr. — [20, 148, 254, 194]
poissons-list — [268, 339, 506, 456]
vins-list — [268, 561, 506, 1170]
paragraph: La reprise de l'émission des Obligations de la Défense Nationale, suspendue au moment de l'Emprunt, apporte aux épargnants de nouvelles possibilités en vue d'excellent placement de plus longue durée. — [1252, 805, 1484, 851]
paragraph: Vin rouge. — Courant 8 à 9°, 65 à 67 ; montagne 9 à 10° 68 à 70 ; sup. 10 à 11° 71 à 72 fr. l'hecto. Selon qualité et conditions particulières. — [268, 1292, 506, 1327]
intro-list — [20, 88, 254, 218]
table-cell: Taureaux — [520, 1407, 555, 1418]
paragraph: Lyon, 2 mars. — On cote : aluns ordinaires en morceaux 95 fr. ; alun de chrome 550 fr. ; acide borique 235 fr. ; acide tartrique 725 fr. ; acide acétique blanc 145 fr. ; acide citrique 690 francs ; borax 160 fr. ; bichromate de potasse 660 fr. ; bichromate de soude 480 fr. ; chlorure de calcium desséché 150 fr. ; sulfate de magnésie 60 fr. ; hyposulfite de soude 60 fr. ; sulfure de sodium cristallisé (simili) 95 fr. ; hyposulfite sodique (simili) 105 fr. ; chlorate de soude 480 fr. ; blanc de zinc broyé (simili) 160 francs. — [20, 1128, 254, 1230]
paragraph: Bœufs. — Animaux de premier choix 1.42 à 1.64 ; Limousins, 1.41 à 1.61 ; blancs, 1.42 à 1.52 ; gris, 1.42 à 1.62 ; choletais, 1.30 à 1.48 ; normands 1.42 à 1.64 ; manceaux angevins 1.37 à 1.50 ; normands 1.37 à 1.54 ; Choletais et Nantais, Vendéens 1.32 à 1.42 ; Sortes de four- — [518, 1500, 754, 1557]
paragraph: Vaches. — Bonnes génisses 1,43 à 1,65 ; vaches d'âge, 1,02 à 1,20 ; petite viande de toutes provenances, 1 fr. à 1,04. — [768, 101, 1004, 124]
paragraph: Le Banque Suisse et Française est ferme à 605. Nouvelle avance des Banques russes, Azoff-Don à 1.400, Banque de Petrograde 406. — [1252, 673, 1484, 708]
ad3-text: Defaye, à Aixe (Haute-Vienne) — [1306, 1508, 1430, 1520]
paragraph: Santos, 28 février. — On cote : café n° 4 Standard 5.500 reis. Recettes du jour 11.000 sacs ; recettes de l'intérieur à Saint-Paul 11.000 sacs ; stocks 2.203.000 sacs. — [20, 600, 254, 635]
table-body — [518, 1385, 754, 1451]
gerant-label: L'Administrateur-Gérant : — [1318, 1556, 1418, 1568]
heading-jardins: AMATEURS DE JARDINS — [820, 1490, 952, 1503]
date-marseille: 28 février. — [959, 327, 1004, 340]
paragraph: Engrais. — 13 %, 13,50 ; 14 %, 13,75 les 100 kilos par wagon complet. Marchandise logée en bons sacs de 100 kilos. Scories de déphosphoration. — Les expéditions des aciéries sont assez régulières, cours inchangés. Cotes pour les teneurs de 18 % à 65,50 ; le 17 % à 65,50 ; le 18 % à 71,50. — [20, 1013, 254, 1082]
table-cell: 274 — [681, 1160, 696, 1171]
paragraph: On cote au demi-kilo net : — [526, 1487, 627, 1499]
table-cell: 420 — [707, 1429, 722, 1440]
paragraph: Cahors. — 13 mars. 7e d'infanterie. Viande fraîche. Marché : 3 mois. Soumissions le 7 mars. — [1014, 944, 1242, 967]
heading-beurre: BEURRE, ŒUFS, VOLAILLES — [310, 118, 464, 131]
table-row — [518, 1171, 754, 1182]
table-cell: 163 — [606, 1407, 621, 1418]
paragraph: Taureaux. — De choix, 1,25 à 1,45 ; qualités entre-deux, 1,15 à 1,25 ; sortes de fourniture, 1,05 à 1,10. — [768, 125, 1004, 149]
table-cell: Porcs — [520, 1204, 541, 1215]
table-cell: Taureaux — [520, 1171, 555, 1182]
table-cell: 9623 — [600, 1193, 619, 1204]
paragraph: Alcools. — On ne fait plus aucune affaire à la Bourse de Commerce sur les Alcools. Tout est réquisitionné. — [268, 960, 506, 983]
resultats-label: Résultats — [1107, 219, 1149, 232]
heading-riz: RIZ — [234, 288, 254, 301]
paragraph: À partir de la même date, il n'y aura plus, dans les trains express de jour, que des voitures de 1re et 2e classes ; d'autre part, le P. L. M. ne transportera plus les voyageurs de 2e et 3e classes sera strictement limité. En certains cas, une voiture de 3e classe circulera dans les trains express. — [768, 1378, 1004, 1436]
paragraph: Rambouillet. — 13 mars. 9, 10, 11 et 12e cuirassiers. Adjud. viande fraîche, pain, légumes, épicerie. Marché : 3 mois. Soumissions le 8 mars. — [1014, 1016, 1242, 1050]
paragraph: Rio-de-Janeiro, 28 février. Clôture. On cote : café n° 7 Standard 6.500 reis. Recettes du jour 7.000 sacs ; stock : 263.000 sacs ; expéditions pour les États-Unis 43.000 sacs ; pour l'Europe 22.000 sacs. — [20, 553, 254, 599]
heading-cafes: CAFÉS — [217, 326, 254, 339]
paragraph: Dès la reprise des transports, les demandes seront nombreuses et la hausse s'accentuera encore. — [268, 666, 506, 689]
paragraph: Lyon La Martinière, 2 mars. — On cote : dindes de 10 à 14 fr. ; oies de 9 à 12 francs ; canards de 4,50 à 6 fr. ; volailles, suivant choix de 9 à 11 fr. ; poulets ordinaires de 5 à 7 fr. ; poulets de grains de 4 à 4,50 ; pigeons de 1,60 à 1,70 la pièce ; beurre, suivant qualité de 4,80 à 4,90 le kilo ; fromages de vache de 3,60 à 3,70 le kilo ; fromages de chèvre de 0,50 à 0,75 pièce ; œufs de 24 à 21 fr. le cent. — [268, 132, 506, 212]
